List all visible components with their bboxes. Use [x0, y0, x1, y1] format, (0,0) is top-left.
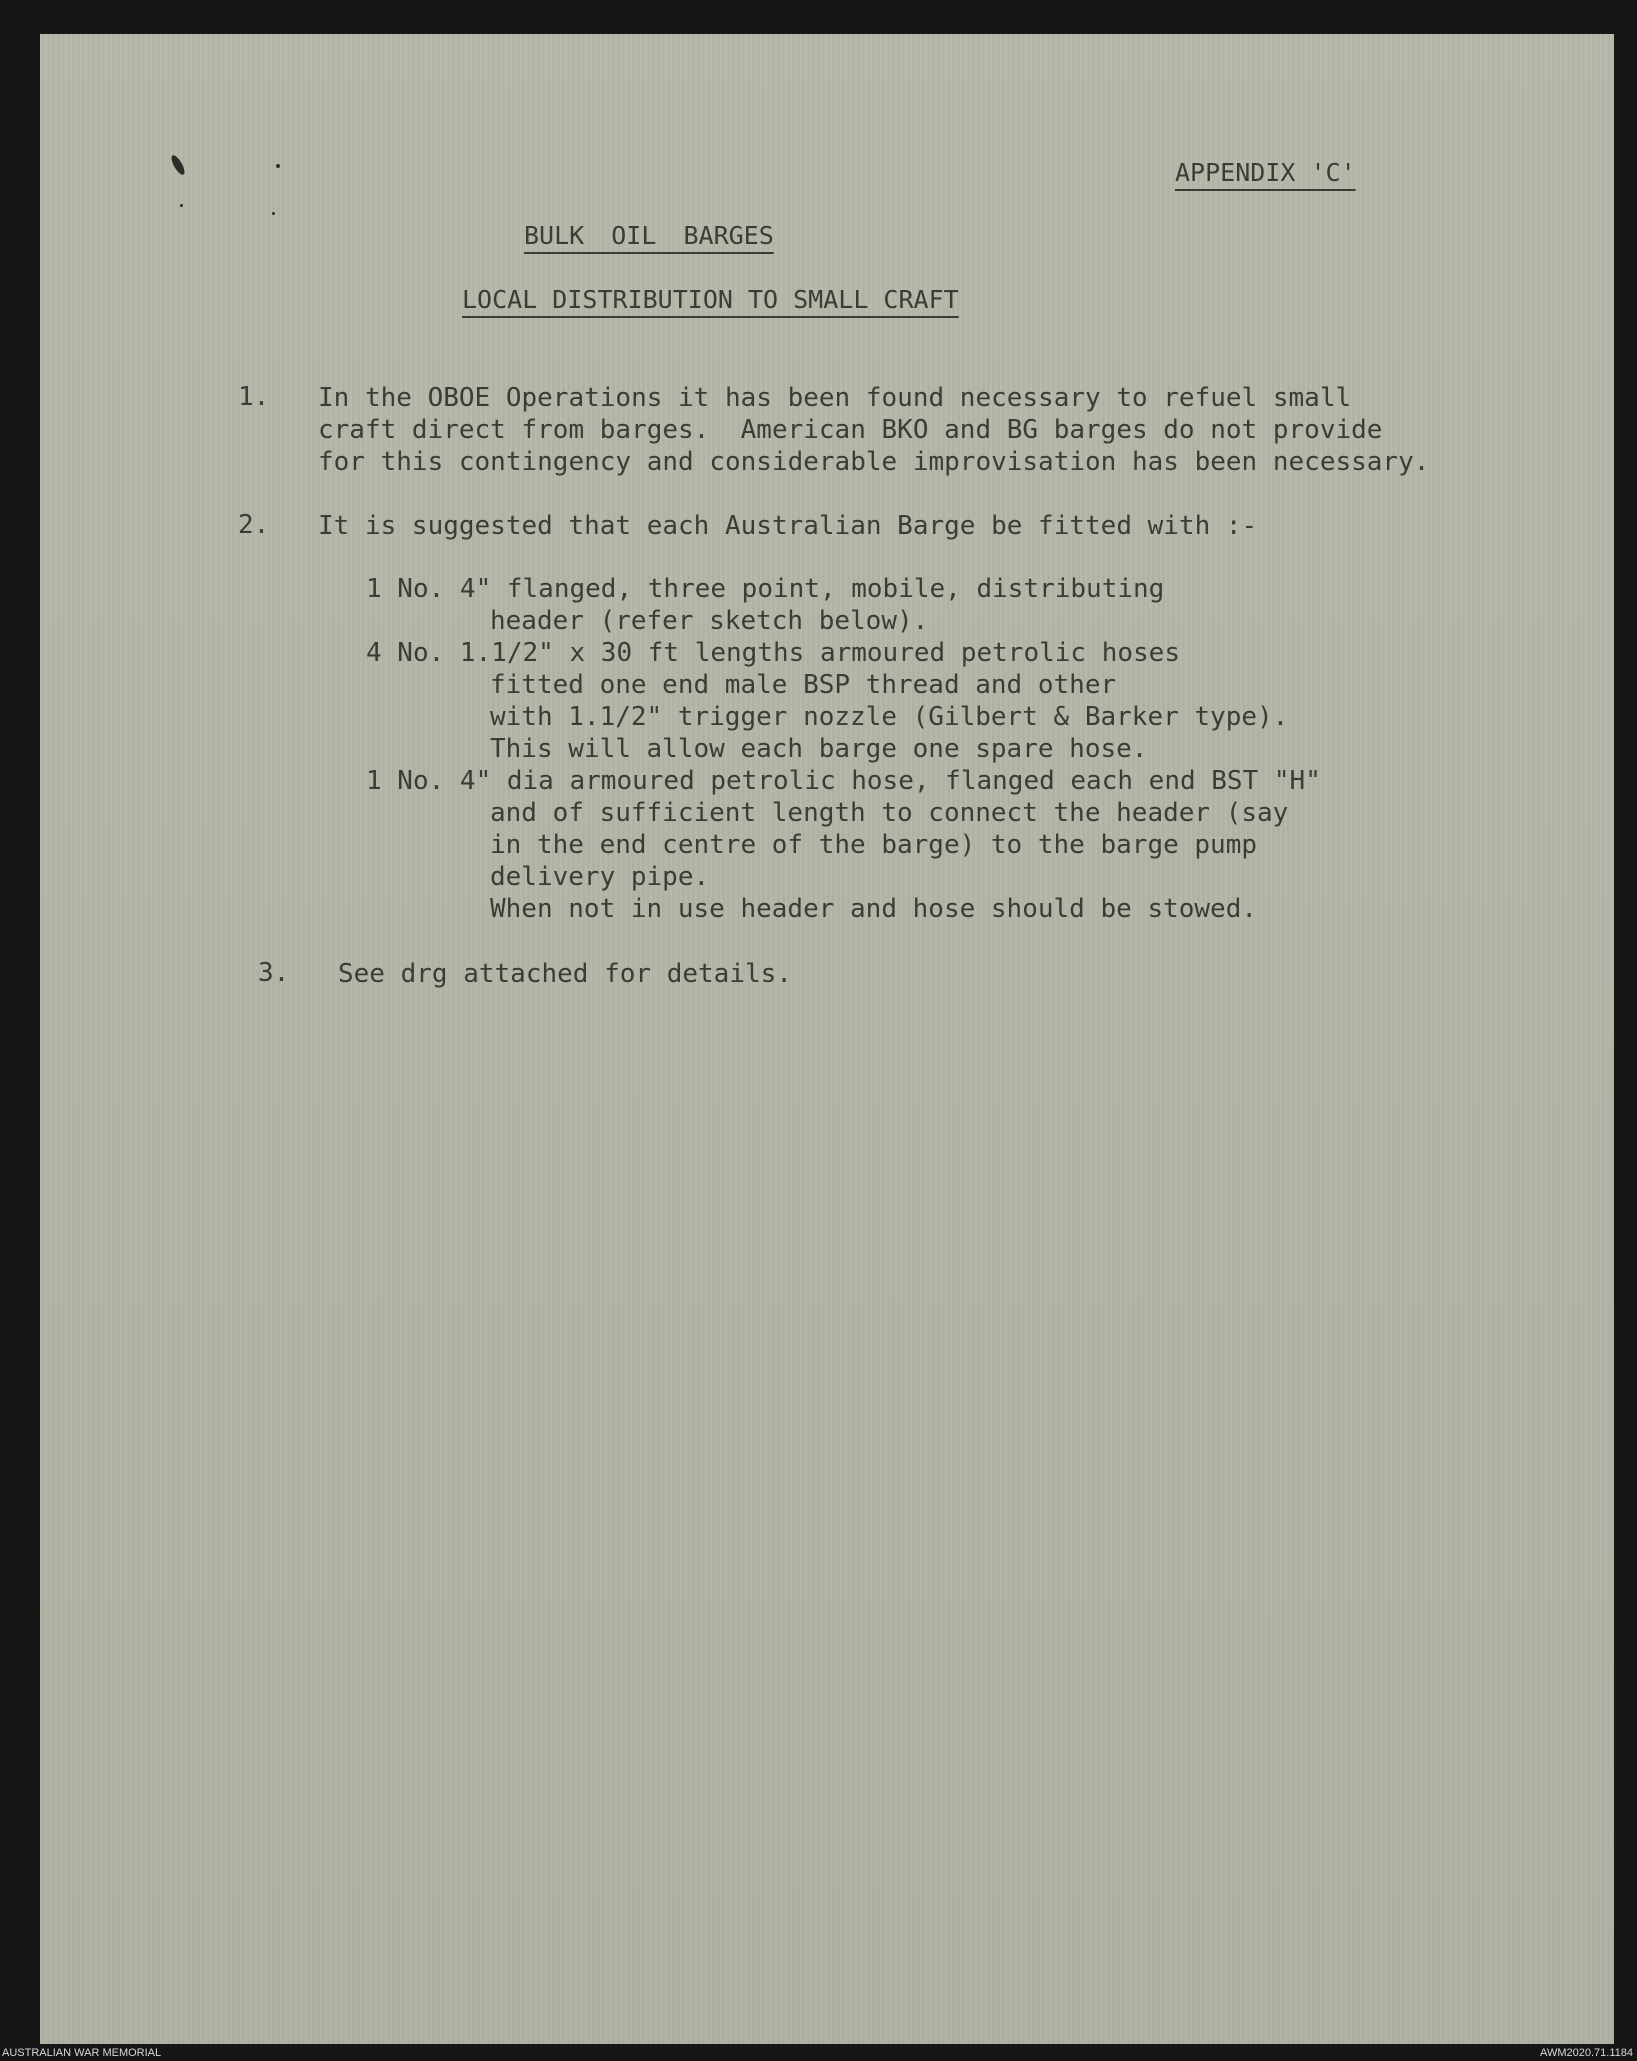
item-2-line: This will allow each barge one spare hose.: [490, 734, 1148, 764]
para-3-text: See drg attached for details.: [338, 959, 792, 989]
item-2-line: fitted one end male BSP thread and other: [490, 670, 1117, 700]
para-1-line: In the OBOE Operations it has been found necessary to refuel small: [318, 383, 1352, 413]
page-title: BULK OIL BARGES: [524, 221, 774, 250]
document-page: [40, 34, 1614, 2044]
para-1-number: 1.: [238, 382, 270, 412]
para-1-line: craft direct from barges. American BKO and BG barges do not provide: [318, 415, 1383, 445]
ink-speck: [272, 212, 275, 215]
para-2-text: It is suggested that each Australian Barge be fitted with :-: [318, 511, 1258, 541]
item-2-line: with 1.1/2" trigger nozzle (Gilbert & Barker type).: [490, 702, 1289, 732]
item-1-first-line: 1 No. 4" flanged, three point, mobile, distributing: [366, 574, 1165, 604]
para-1-line: for this contingency and considerable improvisation has been necessary.: [318, 447, 1430, 477]
ink-speck: [276, 164, 280, 168]
footer-left: AUSTRALIAN WAR MEMORIAL: [2, 2047, 162, 2059]
para-2-number: 2.: [238, 510, 270, 540]
item-1-line: header (refer sketch below).: [490, 606, 929, 636]
appendix-label: APPENDIX 'C': [1175, 158, 1356, 187]
item-3-line: When not in use header and hose should be stowed.: [490, 894, 1258, 924]
item-3-line: delivery pipe.: [490, 862, 710, 892]
item-3-line: in the end centre of the barge) to the barge pump: [490, 830, 1258, 860]
ink-speck: [180, 204, 183, 207]
item-3-first-line: 1 No. 4" dia armoured petrolic hose, flanged each end BST "H": [366, 766, 1321, 796]
para-3-number: 3.: [258, 958, 290, 988]
footer-right: AWM2020.71.1184: [1540, 2047, 1633, 2059]
ink-speck: [169, 153, 187, 176]
item-3-line: and of sufficient length to connect the header (say: [490, 798, 1289, 828]
page-subtitle: LOCAL DISTRIBUTION TO SMALL CRAFT: [462, 285, 959, 314]
item-2-first-line: 4 No. 1.1/2" x 30 ft lengths armoured petrolic hoses: [366, 638, 1180, 668]
